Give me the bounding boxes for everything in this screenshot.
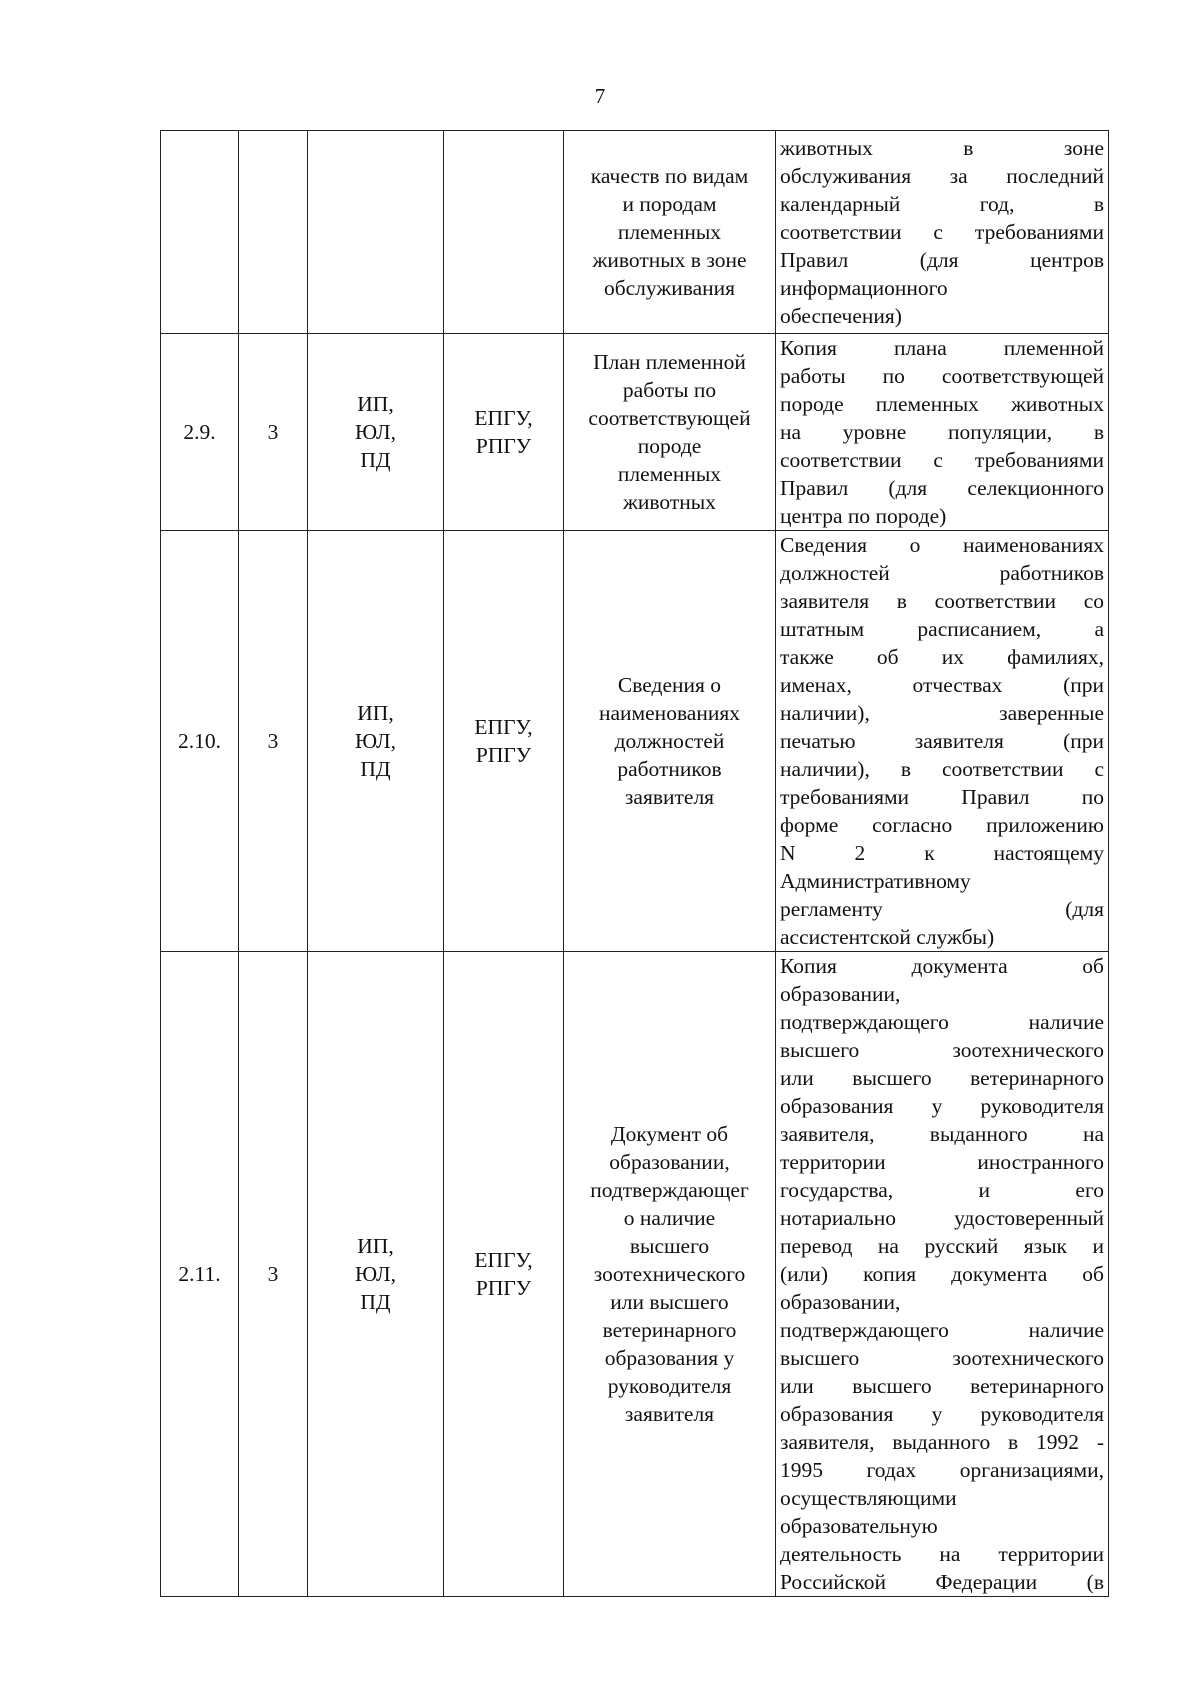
submission-channel-text: ЕПГУ, РПГУ — [474, 715, 533, 767]
description-line: обслуживания за последний — [780, 164, 1104, 188]
description-line: Правил (для селекционного — [780, 476, 1104, 500]
document-description-cell — [776, 531, 1109, 952]
document-name-text: План племенной работы по соответствующей породе племенных животных — [588, 350, 751, 514]
document-count-cell — [239, 131, 308, 334]
description-line: заявителя, выданного на — [780, 1122, 1104, 1146]
description-line: образовательную — [780, 1514, 938, 1538]
document-count-cell: 3 — [239, 952, 308, 1597]
applicant-type-text: ИП, ЮЛ, ПД — [355, 701, 396, 781]
applicant-type-text: ИП, ЮЛ, ПД — [355, 1234, 396, 1314]
applicant-type-text: ИП, ЮЛ, ПД — [355, 392, 396, 472]
table-row — [161, 131, 1109, 334]
description-line: соответствии с требованиями — [780, 448, 1104, 472]
description-line: или высшего ветеринарного — [780, 1066, 1104, 1090]
document-name-text: Документ об образовании, подтверждающег о наличие высшего зоотехнического или высшего ветеринарного образования у руководителя заявителя — [590, 1122, 749, 1426]
applicant-type-cell — [308, 952, 444, 1597]
description-line: высшего зоотехнического — [780, 1346, 1104, 1370]
description-line: территории иностранного — [780, 1150, 1104, 1174]
document-name-cell — [564, 131, 776, 334]
submission-channel-cell — [444, 952, 564, 1597]
applicant-type-cell — [308, 334, 444, 531]
description-line: образования у руководителя — [780, 1094, 1104, 1118]
description-line: заявителя в соответствии со — [780, 589, 1104, 613]
description-line: Копия документа об — [780, 954, 1104, 978]
description-line: наличии), в соответствии с — [780, 757, 1104, 781]
table-row — [161, 334, 1109, 531]
document-count-cell: 3 — [239, 334, 308, 531]
description-line: Российской Федерации (в — [780, 1570, 1104, 1594]
documents-table — [160, 130, 1109, 1597]
description-line: работы по соответствующей — [780, 364, 1104, 388]
description-line: требованиями Правил по — [780, 785, 1104, 809]
table-row — [161, 531, 1109, 952]
submission-channel-text: ЕПГУ, РПГУ — [474, 1248, 533, 1300]
page-number: 7 — [594, 84, 606, 108]
document-count-cell: 3 — [239, 531, 308, 952]
document-name-text: качеств по видам и породам племенных животных в зоне обслуживания — [590, 164, 749, 300]
documents-table-body — [161, 131, 1109, 1597]
description-line: наличии), заверенные — [780, 701, 1104, 725]
description-line: печатью заявителя (при — [780, 729, 1104, 753]
applicant-type-cell — [308, 131, 444, 334]
description-line: (или) копия документа об — [780, 1262, 1104, 1286]
description-line: именах, отчествах (при — [780, 673, 1104, 697]
description-line: образования у руководителя — [780, 1402, 1104, 1426]
description-line: информационного — [780, 276, 948, 300]
document-description-cell — [776, 952, 1109, 1597]
description-line: высшего зоотехнического — [780, 1038, 1104, 1062]
description-line: осуществляющими — [780, 1486, 957, 1510]
description-line: нотариально удостоверенный — [780, 1206, 1104, 1230]
document-name-cell — [564, 531, 776, 952]
description-line: деятельность на территории — [780, 1542, 1104, 1566]
description-line: Сведения о наименованиях — [780, 533, 1104, 557]
description-line: животных в зоне — [780, 136, 1104, 160]
description-line: N 2 к настоящему — [780, 841, 1104, 865]
applicant-type-cell — [308, 531, 444, 952]
submission-channel-cell — [444, 131, 564, 334]
submission-channel-cell — [444, 531, 564, 952]
description-line: штатным расписанием, а — [780, 617, 1104, 641]
document-name-cell — [564, 952, 776, 1597]
row-number-cell: 2.9. — [161, 334, 239, 531]
description-line: календарный год, в — [780, 192, 1104, 216]
description-line: ассистентской службы) — [780, 925, 995, 949]
description-line: Административному — [780, 869, 971, 893]
description-line: заявителя, выданного в 1992 - — [780, 1430, 1104, 1454]
description-line: также об их фамилиях, — [780, 645, 1104, 669]
row-number-cell: 2.10. — [161, 531, 239, 952]
table-row — [161, 952, 1109, 1597]
description-line: перевод на русский язык и — [780, 1234, 1104, 1258]
description-line: регламенту (для — [780, 897, 1104, 921]
description-line: соответствии с требованиями — [780, 220, 1104, 244]
submission-channel-cell — [444, 334, 564, 531]
description-line: Копия плана племенной — [780, 336, 1104, 360]
description-line: государства, и его — [780, 1178, 1104, 1202]
description-line: образовании, — [780, 1290, 901, 1314]
row-number-cell — [161, 131, 239, 334]
description-line: подтверждающего наличие — [780, 1010, 1104, 1034]
document-name-cell — [564, 334, 776, 531]
description-line: породе племенных животных — [780, 392, 1104, 416]
description-line: на уровне популяции, в — [780, 420, 1104, 444]
description-line: должностей работников — [780, 561, 1104, 585]
row-number-cell: 2.11. — [161, 952, 239, 1597]
description-line: центра по породе) — [780, 504, 947, 528]
description-line: образовании, — [780, 982, 901, 1006]
description-line: форме согласно приложению — [780, 813, 1104, 837]
description-line: подтверждающего наличие — [780, 1318, 1104, 1342]
description-line: Правил (для центров — [780, 248, 1104, 272]
description-line: обеспечения) — [780, 304, 902, 328]
submission-channel-text: ЕПГУ, РПГУ — [474, 406, 533, 458]
document-description-cell — [776, 334, 1109, 531]
document-description-cell — [776, 131, 1109, 334]
description-line: 1995 годах организациями, — [780, 1458, 1104, 1482]
document-name-text: Сведения о наименованиях должностей работников заявителя — [598, 673, 741, 809]
description-line: или высшего ветеринарного — [780, 1374, 1104, 1398]
